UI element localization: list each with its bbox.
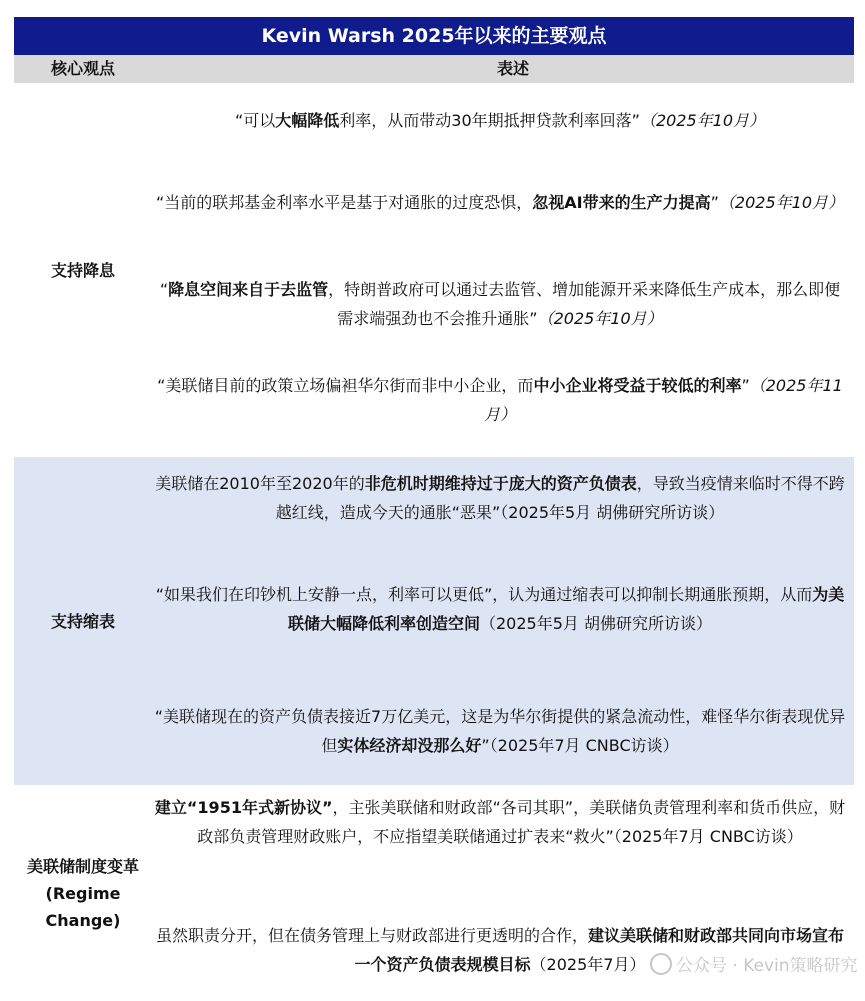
section-rate-cut	[14, 83, 854, 457]
section-label: 支持降息	[50, 260, 115, 280]
section-label: 美联储制度变革(Regime Change)	[26, 856, 139, 930]
section-balance-sheet-reduction	[14, 457, 854, 785]
statement-item: “美联储目前的政策立场偏袒华尔街而非中小企业，而中小企业将受益于较低的利率”（2025年11月）	[157, 376, 843, 424]
table-header	[14, 55, 854, 83]
statement-item: 虽然职责分开，但在债务管理上与财政部进行更透明的合作，建议美联储和财政部共同向市场宣布一个资产负债表规模目标（2025年7月）	[155, 926, 845, 974]
watermark: 公众号 · Kevin策略研究	[650, 951, 858, 976]
statement-item: “降息空间来自于去监管，特朗普政府可以通过去监管、增加能源开采来降低生产成本，那么即便需求端强劲也不会推升通胀”（2025年10月）	[159, 280, 841, 328]
statement-item: 建立“1951年式新协议”，主张美联储和财政部“各司其职”，美联储负责管理利率和货币供应，财政部负责管理财政账户，不应指望美联储通过扩表来“救火”（2025年7月 CNBC访谈）	[154, 798, 846, 846]
statement-item: “美联储现在的资产负债表接近7万亿美元，这是为华尔街提供的紧急流动性，难怪华尔街表现优异但实体经济却没那么好”（2025年7月 CNBC访谈）	[154, 707, 846, 755]
table-title: Kevin Warsh 2025年以来的主要观点	[14, 17, 854, 55]
section-body	[152, 457, 854, 785]
statement-item: “当前的联邦基金利率水平是基于对通胀的过度恐惧，忽视AI带来的生产力提高”（2025年10月）	[155, 193, 845, 212]
viewpoints-table	[14, 17, 854, 1001]
header-statement: 表述	[496, 59, 529, 78]
section-label: 支持缩表	[50, 611, 115, 631]
statement-item: 美联储在2010年至2020年的非危机时期维持过于庞大的资产负债表，导致当疫情来临时不得不跨越红线，造成今天的通胀“恶果”（2025年5月 胡佛研究所访谈）	[155, 474, 845, 522]
wechat-icon	[650, 953, 672, 975]
statement-item: “如果我们在印钞机上安静一点，利率可以更低”，认为通过缩表可以抑制长期通胀预期，从而为美联储大幅降低利率创造空间（2025年5月 胡佛研究所访谈）	[155, 585, 845, 633]
header-core-view: 核心观点	[50, 59, 115, 78]
statement-item: “可以大幅降低利率，从而带动30年期抵押贷款利率回落”（2025年10月）	[234, 111, 766, 130]
section-body	[152, 83, 854, 457]
